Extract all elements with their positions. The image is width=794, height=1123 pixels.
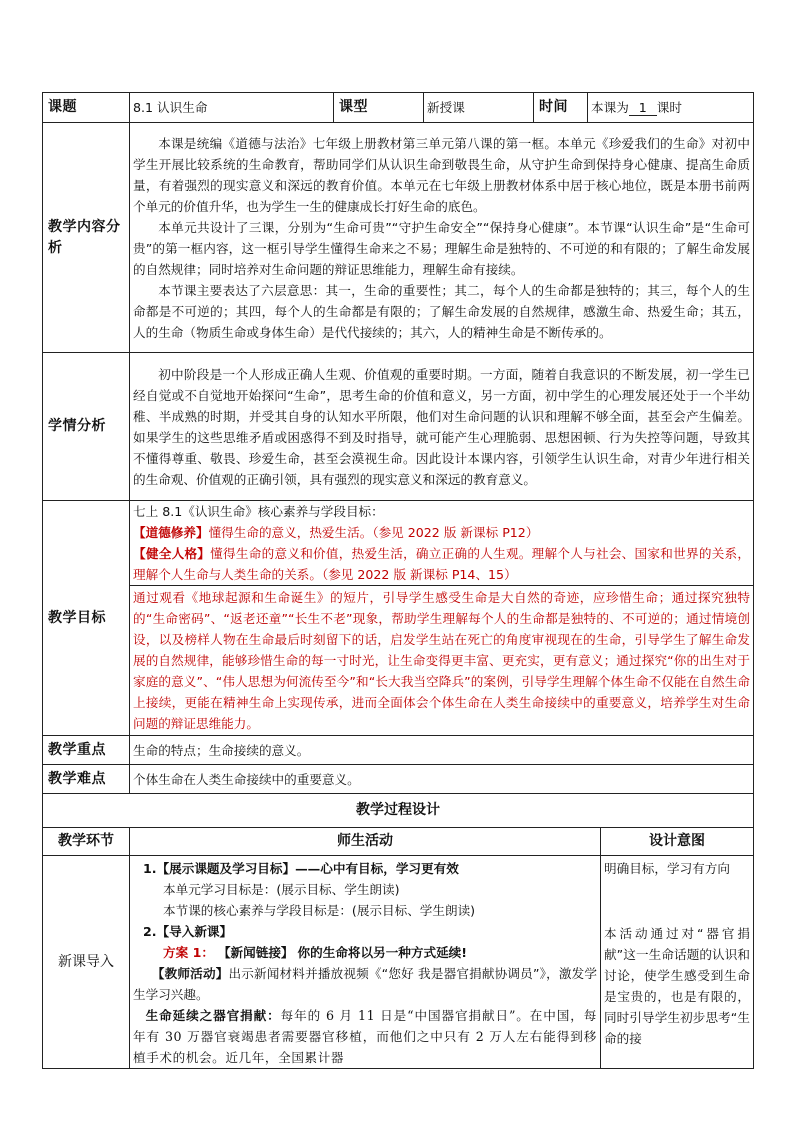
objective-text-2: 懂得生命的意义和价值，热爱生活，确立正确的人生观。理解个人与社会、国家和世界的关系，理解个人生命与人类生命的关系。（参见 2022 版 新课标 P14、15）: [133, 546, 751, 582]
difficulty-label: 教学难点: [43, 765, 130, 794]
lesson-label: 课题: [43, 93, 130, 123]
type-label: 课型: [334, 93, 424, 123]
teacher-tag: 【教师活动】: [151, 966, 229, 981]
objective-text-1: 懂得生命的意义，热爱生活。（参见 2022 版 新课标 P12）: [208, 525, 539, 540]
col-stage: 教学环节: [43, 828, 130, 856]
col-intent: 设计意图: [601, 828, 754, 856]
objectives-detail-cell: [130, 586, 754, 736]
difficulty-text: 个体生命在人类生命接续中的重要意义。: [130, 765, 754, 794]
teacher-text: 出示新闻材料并播放视频《“您好 我是器官捐献协调员”》，激发学生学习兴趣。: [133, 966, 597, 1002]
time-suffix: 课时: [656, 100, 682, 115]
objective-tag-2: 【健全人格】: [133, 546, 211, 561]
process-header-row: [43, 828, 754, 856]
lesson-plan-table: [42, 92, 754, 794]
news-text: 每年的 6 月 11 日是“中国器官捐献日”。在中国，每年有 30 万器官衰竭患者需要器官移植，而他们之中只有 2 万人左右能得到移植手术的机会。近几年，全国累计器: [133, 1008, 597, 1065]
key-point-text: 生命的特点；生命接续的意义。: [130, 736, 754, 765]
process-row-intro: [43, 856, 754, 1069]
student-analysis-body: [130, 353, 754, 501]
time-prefix: 本课为: [591, 100, 629, 115]
lesson-plan-page: [42, 92, 753, 1069]
plan-text: 你的生命将以另一种方式延续!: [297, 945, 467, 960]
objective-tag-1: 【道德修养】: [133, 525, 209, 540]
step-1-a: 本单元学习目标是：(展示目标、学生朗读): [163, 882, 400, 897]
header-row: [43, 93, 754, 123]
time-label: 时间: [534, 93, 588, 123]
student-analysis-label: 学情分析: [43, 353, 130, 501]
time-number: 1: [629, 100, 657, 116]
content-paragraph-1: 本课是统编《道德与法治》七年级上册教材第三单元第八课的第一框。本单元《珍爱我们的生命》对初中学生开展比较系统的生命教育，帮助同学们从认识生命到敬畏生命，从守护生命到保持身心健康、提高生命质量，有着强烈的现实意义和深远的教育价值。本单元在七年级上册教材体系中居于核心地位，既是本册书前两个单元的价值升华，也为学生一生的健康成长打好生命的底色。: [133, 135, 750, 214]
lesson-value: 8.1 认识生命: [130, 93, 334, 123]
key-point-label: 教学重点: [43, 736, 130, 765]
teacher-line: [133, 963, 597, 1005]
type-value: 新授课: [424, 93, 534, 123]
objective-item-1: [133, 522, 750, 543]
objectives-core: [130, 501, 754, 586]
objectives-intro: 七上 8.1《认识生命》核心素养与学段目标：: [133, 504, 384, 519]
process-table: [42, 793, 754, 1069]
process-title: 教学过程设计: [43, 794, 754, 828]
col-activity: 师生活动: [130, 828, 601, 856]
content-analysis-body: [130, 123, 754, 353]
process-title-row: [43, 794, 754, 828]
activity-cell: [130, 856, 601, 1069]
content-paragraph-2: 本单元共设计了三课，分别为“生命可贵”“守护生命安全”“保持身心健康”。本节课“认识生命”是“生命可贵”的第一框内容，这一框引导学生懂得生命来之不易；理解生命是独特的、不可逆的和有限的；了解生命发展的自然规律；同时培养对生命问题的辩证思维能力，理解生命有接续。: [133, 219, 750, 277]
objectives-detail-row: [43, 586, 754, 736]
news-block: [133, 1005, 597, 1068]
student-analysis-row: [43, 353, 754, 501]
intent-cell: [601, 856, 754, 1069]
objectives-detail: 通过观看《地球起源和生命诞生》的短片，引导学生感受生命是大自然的奇迹，应珍惜生命；通过探究独特的“生命密码”、“返老还童”“长生不老”现象，帮助学生理解每个人的生命都是独特的、不可逆的；通过情境创设，以及榜样人物在生命最后时刻留下的话，启发学生站在死亡的角度审视现在的生命，引导学生了解生命发展的自然规律，能够珍惜生命的每一寸时光，让生命变得更丰富、更充实，更有意义；通过探究“你的出生对于家庭的意义”、“伟人思想为何流传至今”和“长大我当空降兵”的案例，引导学生理解个体生命不仅能在自然生命上接续，更能在精神生命上实现传承，进而全面体会个体生命在人类生命接续中的重要意义，培养学生对生命问题的辩证思维能力。: [133, 590, 750, 731]
difficulty-row: [43, 765, 754, 794]
stage-name: 新课导入: [43, 856, 130, 1069]
plan-line: [133, 942, 597, 963]
step-2: 2.【导入新课】: [143, 924, 233, 939]
content-analysis-label: 教学内容分析: [43, 123, 130, 353]
content-analysis-row: [43, 123, 754, 353]
step-1: 1.【展示课题及学习目标】——心中有目标，学习更有效: [143, 861, 459, 876]
student-analysis-text: 初中阶段是一个人形成正确人生观、价值观的重要时期。一方面，随着自我意识的不断发展，初一学生已经自觉或不自觉地开始探问“生命”，思考生命的价值和意义，另一方面，初中学生的心理发展还处于一个半幼稚、半成熟的时期，并受其自身的认知水平所限，他们对生命问题的认识和理解不够全面，甚至会产生偏差。如果学生的这些思维矛盾或困惑得不到及时指导，就可能产生心理脆弱、思想困顿、行为失控等问题，导致其不懂得尊重、敬畏、珍爱生命，甚至会漠视生命。因此设计本课内容，引领学生认识生命，对青少年进行相关的生命观、价值观的正确引领，具有强烈的现实意义和深远的教育意义。: [133, 366, 750, 487]
intent-2: 本活动通过对“器官捐献”这一生命话题的认识和讨论，使学生感受到生命是宝贵的，也是有限的，同时引导学生初步思考“生命的接: [604, 926, 751, 1046]
intent-1: 明确目标，学习有方向: [604, 861, 730, 876]
step-1-b: 本节课的核心素养与学段目标是：(展示目标、学生朗读): [163, 903, 476, 918]
key-point-row: [43, 736, 754, 765]
objective-item-2: [133, 543, 750, 585]
time-value: [588, 93, 754, 123]
plan-label: 方案 1：: [163, 945, 214, 960]
content-paragraph-3: 本节课主要表达了六层意思：其一，生命的重要性；其二，每个人的生命都是独特的；其三，每个人的生命都是不可逆的；其四，每个人的生命都是有限的；了解生命发展的自然规律，感激生命、热爱生命；其五，人的生命（物质生命或身体生命）是代代接续的；其六，人的精神生命是不断传承的。: [133, 282, 750, 340]
objectives-row: [43, 501, 754, 586]
objectives-label: 教学目标: [43, 501, 130, 736]
plan-tag: 【新闻链接】: [217, 945, 294, 960]
news-title: 生命延续之器官捐献：: [145, 1008, 281, 1023]
